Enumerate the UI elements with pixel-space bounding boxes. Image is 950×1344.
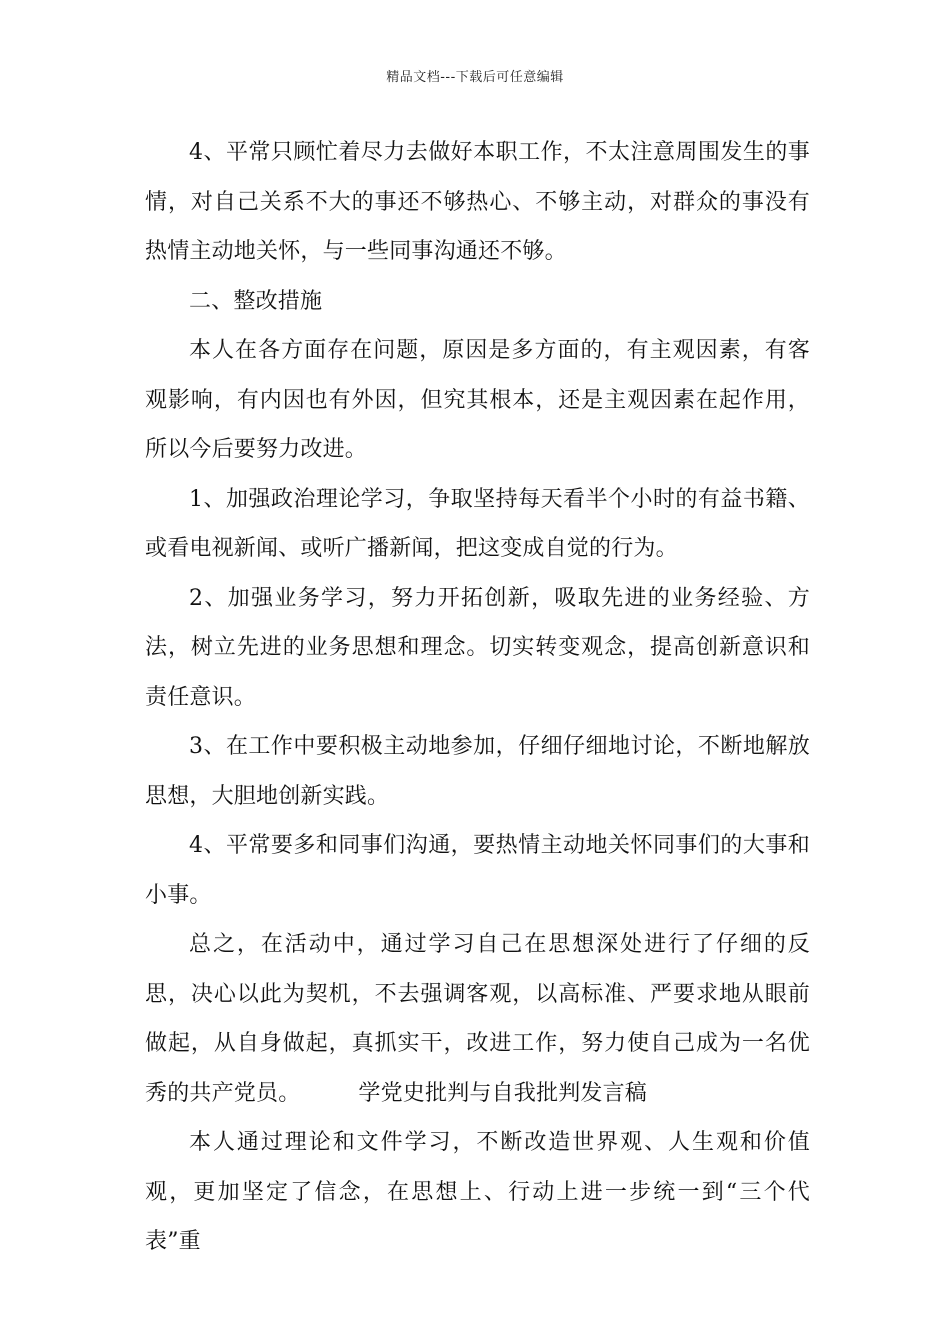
section-heading-rectification: 二、整改措施: [189, 288, 323, 314]
conclusion-text: 总之，在活动中，通过学习自己在思想深处进行了仔细的反思，决心以此为契机，不去强调客观，以高标准、严要求地从眼前做起，从自身做起，真抓实干，改进工作，努力使自己成为一名优秀的共产党员。: [145, 932, 810, 1106]
paragraph-measure-3: 3、在工作中要积极主动地参加，仔细仔细地讨论，不断地解放思想，大胆地创新实践。: [145, 734, 810, 809]
paragraph-next-intro: 本人通过理论和文件学习，不断改造世界观、人生观和价值观，更加坚定了信念，在思想上、行动上进一步统一到“三个代表”重: [145, 1130, 810, 1254]
paragraph-conclusion: [145, 920, 810, 1118]
paragraph-measure-2: 2、加强业务学习，努力开拓创新，吸取先进的业务经验、方法，树立先进的业务思想和理念。切实转变观念，提高创新意识和责任意识。: [145, 585, 810, 710]
next-document-title: 学党史批判与自我批判发言稿: [358, 1080, 648, 1106]
paragraph-item4-issue: 4、平常只顾忙着尽力去做好本职工作，不太注意周围发生的事情，对自己关系不大的事还不够热心、不够主动，对群众的事没有热情主动地关怀，与一些同事沟通还不够。: [145, 140, 810, 264]
paragraph-causes: 本人在各方面存在问题，原因是多方面的，有主观因素，有客观影响，有内因也有外因，但究其根本，还是主观因素在起作用，所以今后要努力改进。: [145, 338, 810, 462]
paragraph-measure-1: 1、加强政治理论学习，争取坚持每天看半个小时的有益书籍、或看电视新闻、或听广播新闻，把这变成自觉的行为。: [145, 486, 810, 561]
paragraph-measure-4: 4、平常要多和同事们沟通，要热情主动地关怀同事们的大事和小事。: [145, 833, 810, 908]
document-body: [145, 128, 810, 1267]
page-header: 精品文档---下载后可任意编辑: [386, 70, 564, 85]
